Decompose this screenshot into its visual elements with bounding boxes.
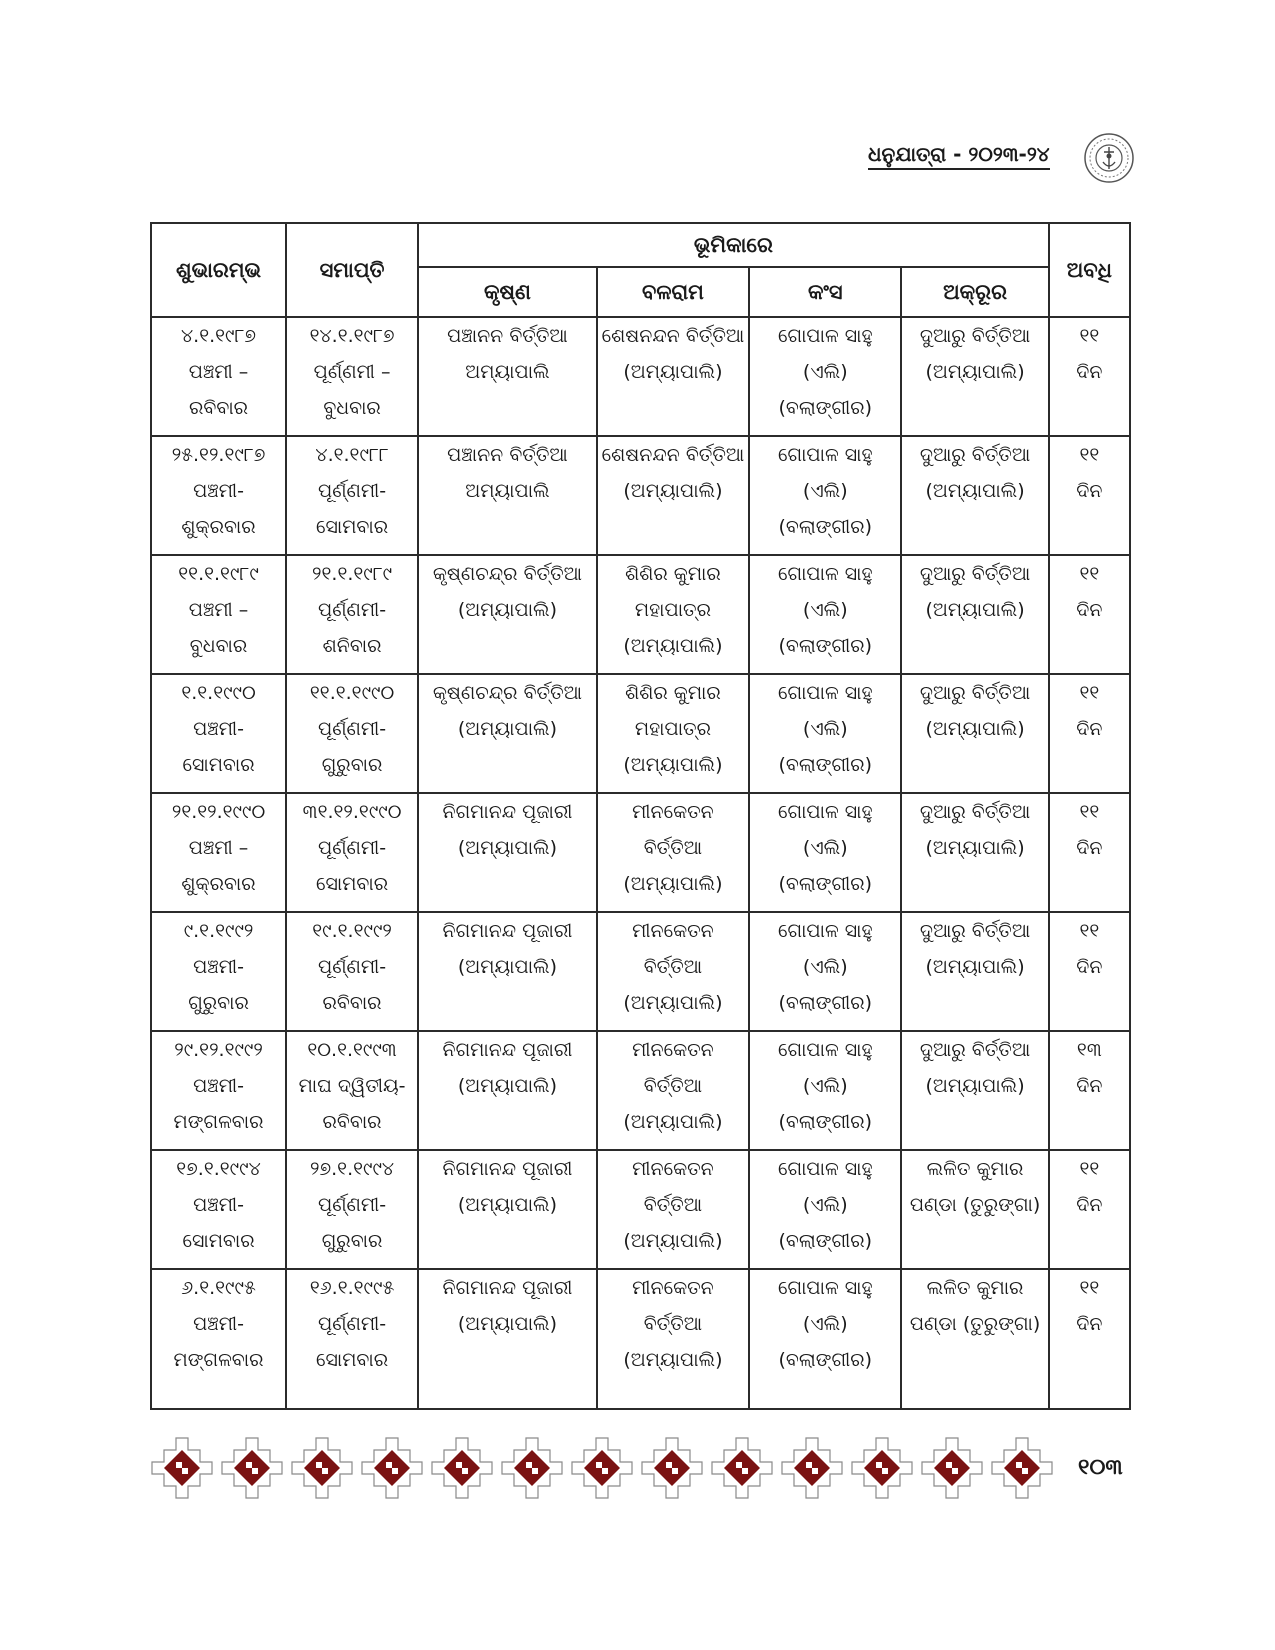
cell-line: ନିଗମାନନ୍ଦ ପୂଜାରୀ [442, 920, 573, 942]
cell-kansa [749, 912, 901, 1031]
cell-line: (ବଲାଙ୍ଗୀର) [778, 1349, 873, 1371]
header-end: ସମାପ୍ତି [286, 223, 418, 317]
cell-line: (ଅମ୍ୟାପାଲି) [623, 480, 723, 502]
cell-line: (ବଲାଙ୍ଗୀର) [778, 397, 873, 419]
cell-line: ମହାପାତ୍ର [634, 599, 712, 621]
cell-end [286, 1150, 418, 1269]
cell-line: ୬.୧.୧୯୯୫ [181, 1277, 256, 1299]
cell-start [151, 674, 286, 793]
cell-line: (ଏଲି) [802, 361, 848, 383]
cell-start [151, 436, 286, 555]
table-row [151, 1031, 1130, 1150]
cell-line: ଅମ୍ୟାପାଲି [465, 361, 550, 383]
cell-line: (ଅମ୍ୟାପାଲି) [457, 1075, 557, 1097]
cell-kansa [749, 1269, 901, 1409]
cell-line: ୨୧.୧.୧୯୮୯ [312, 563, 393, 585]
cell-line: ଦିନ [1076, 361, 1103, 383]
cell-akrura [901, 317, 1048, 436]
cross-diamond-motif-icon [572, 1438, 632, 1498]
header-role-balaram: ବଳରାମ [597, 267, 749, 317]
cell-line: ପୂର୍ଣ୍ଣମୀ- [317, 599, 387, 621]
cell-line: (ଅମ୍ୟାପାଲି) [925, 1075, 1025, 1097]
cell-line: (ଅମ୍ୟାପାଲି) [925, 480, 1025, 502]
cell-duration [1049, 1031, 1130, 1150]
cell-line: (ବଲାଙ୍ଗୀର) [778, 635, 873, 657]
cell-line: (ଅମ୍ୟାପାଲି) [925, 956, 1025, 978]
cell-line: ଦୁଆରୁ ବିର୍ତ୍ତିଆ [919, 325, 1031, 347]
cell-line: (ଏଲି) [802, 1313, 848, 1335]
cell-end [286, 793, 418, 912]
cell-line: ୧୭.୧.୧୯୯୪ [176, 1158, 261, 1180]
cell-start [151, 793, 286, 912]
cell-line: ସୋମବାର [315, 1349, 389, 1371]
cell-line: ନିଗମାନନ୍ଦ ପୂଜାରୀ [442, 1158, 573, 1180]
cell-line: ପଣ୍ଡା (ତୁରୁଙ୍ଗା) [909, 1313, 1041, 1335]
cell-line: ବିର୍ତ୍ତିଆ [643, 1075, 703, 1097]
table-row [151, 555, 1130, 674]
cell-line: ୩୧.୧୨.୧୯୯୦ [302, 801, 402, 823]
cell-balaram [597, 317, 749, 436]
performance-schedule-table [150, 222, 1131, 1410]
cell-line: ପଞ୍ଚମୀ- [193, 1194, 244, 1216]
cell-line: ଗୋପାଳ ସାହୁ [777, 1158, 873, 1180]
cell-kansa [749, 317, 901, 436]
cell-line: (ଏଲି) [802, 480, 848, 502]
cell-line: ୯.୧.୧୯୯୨ [183, 920, 254, 942]
header-duration: ଅବଧି [1049, 223, 1130, 317]
cell-line: ୧୧ [1079, 563, 1100, 585]
cell-line: ନିଗମାନନ୍ଦ ପୂଜାରୀ [442, 801, 573, 823]
cell-balaram [597, 436, 749, 555]
cell-line: (ଅମ୍ୟାପାଲି) [457, 599, 557, 621]
cell-end [286, 317, 418, 436]
cell-line: (ଏଲି) [802, 1075, 848, 1097]
cell-line: ୨୭.୧.୧୯୯୪ [310, 1158, 395, 1180]
header-role-akrura: ଅକ୍ରୂର [901, 267, 1048, 317]
cell-balaram [597, 912, 749, 1031]
cell-duration [1049, 436, 1130, 555]
cell-line: ବିର୍ତ୍ତିଆ [643, 1194, 703, 1216]
cell-line: (ବଲାଙ୍ଗୀର) [778, 1111, 873, 1133]
cell-duration [1049, 317, 1130, 436]
cell-line: ଦିନ [1076, 599, 1103, 621]
cross-diamond-motif-icon [292, 1438, 352, 1498]
cell-line: ପୂର୍ଣ୍ଣମୀ – [313, 361, 391, 383]
cell-line: ପୂର୍ଣ୍ଣମୀ- [317, 718, 387, 740]
cell-line: ପଞ୍ଚମୀ- [193, 1075, 244, 1097]
cell-krishna [418, 1031, 597, 1150]
header-role-krishna: କୃଷ୍ଣ [418, 267, 597, 317]
cell-line: କୃଷ୍ଣଚନ୍ଦ୍ର ବିର୍ତ୍ତିଆ [432, 563, 583, 585]
cell-line: ଦିନ [1076, 1075, 1103, 1097]
cell-line: ଦିନ [1076, 718, 1103, 740]
cell-line: (ଅମ୍ୟାପାଲି) [623, 1349, 723, 1371]
cell-line: ୧୧ [1079, 682, 1100, 704]
cell-line: ମାଘ ଦ୍ୱିତୀୟ- [298, 1075, 406, 1097]
cell-krishna [418, 1269, 597, 1409]
cell-line: ଗୁରୁବାର [188, 992, 249, 1014]
cell-line: ମୀନକେତନ [632, 1039, 714, 1061]
cell-end [286, 912, 418, 1031]
cell-line: ପଣ୍ଡା (ତୁରୁଙ୍ଗା) [909, 1194, 1041, 1216]
cross-diamond-motif-icon [712, 1438, 772, 1498]
table-row [151, 1269, 1130, 1409]
cell-line: ପଞ୍ଚାନନ ବିର୍ତ୍ତିଆ [447, 325, 568, 347]
cell-akrura [901, 1031, 1048, 1150]
cell-line: ଶେଷନନ୍ଦନ ବିର୍ତ୍ତିଆ [601, 444, 745, 466]
cell-end [286, 555, 418, 674]
cell-line: (ଅମ୍ୟାପାଲି) [623, 992, 723, 1014]
cross-diamond-motif-icon [152, 1438, 212, 1498]
cell-line: (ଅମ୍ୟାପାଲି) [623, 754, 723, 776]
cell-line: ଦିନ [1076, 480, 1103, 502]
cell-balaram [597, 1150, 749, 1269]
table-row [151, 674, 1130, 793]
cell-line: (ଅମ୍ୟାପାଲି) [457, 837, 557, 859]
cell-end [286, 1269, 418, 1409]
cell-krishna [418, 912, 597, 1031]
cell-start [151, 1150, 286, 1269]
cell-line: (ଅମ୍ୟାପାଲି) [623, 635, 723, 657]
cell-krishna [418, 1150, 597, 1269]
cell-line: ୧୧ [1079, 1277, 1100, 1299]
cross-diamond-motif-icon [222, 1438, 282, 1498]
cell-line: ୨୯.୧୨.୧୯୯୨ [174, 1039, 263, 1061]
table-row [151, 793, 1130, 912]
cell-line: (ଏଲି) [802, 1194, 848, 1216]
cell-line: ମଙ୍ଗଳବାର [173, 1111, 264, 1133]
cell-krishna [418, 555, 597, 674]
cell-line: ଶିଶିର କୁମାର [625, 563, 721, 585]
cell-line: ପଞ୍ଚମୀ- [193, 956, 244, 978]
cell-line: ପଞ୍ଚାନନ ବିର୍ତ୍ତିଆ [447, 444, 568, 466]
cell-line: ୧୧.୧.୧୯୯୦ [309, 682, 395, 704]
cell-line: (ଅମ୍ୟାପାଲି) [925, 361, 1025, 383]
cell-line: ବିର୍ତ୍ତିଆ [643, 956, 703, 978]
cell-line: (ଏଲି) [802, 599, 848, 621]
cell-duration [1049, 555, 1130, 674]
cell-line: ପଞ୍ଚମୀ- [193, 480, 244, 502]
cell-krishna [418, 793, 597, 912]
cell-line: ୧୧.୧.୧୯୮୯ [178, 563, 259, 585]
table-row [151, 1150, 1130, 1269]
cell-line: ରବିବାର [322, 1111, 382, 1133]
cell-kansa [749, 1150, 901, 1269]
cell-line: ପୂର୍ଣ୍ଣମୀ- [317, 1313, 387, 1335]
cell-line: (ଅମ୍ୟାପାଲି) [457, 1313, 557, 1335]
cell-start [151, 555, 286, 674]
cross-diamond-motif-icon [362, 1438, 422, 1498]
cell-line: ୧୧ [1079, 1158, 1100, 1180]
cell-duration [1049, 1150, 1130, 1269]
header-start: ଶୁଭାରମ୍ଭ [151, 223, 286, 317]
cell-line: ଦୁଆରୁ ବିର୍ତ୍ତିଆ [919, 444, 1031, 466]
cell-line: ଗୋପାଳ ସାହୁ [777, 1277, 873, 1299]
cell-line: ୧୪.୧.୧୯୮୭ [309, 325, 395, 347]
cell-line: (ବଲାଙ୍ଗୀର) [778, 754, 873, 776]
cell-line: (ଅମ୍ୟାପାଲି) [457, 1194, 557, 1216]
cell-line: ନିଗମାନନ୍ଦ ପୂଜାରୀ [442, 1277, 573, 1299]
cell-line: ପୂର୍ଣ୍ଣମୀ- [317, 837, 387, 859]
cell-duration [1049, 793, 1130, 912]
cell-line: ମୀନକେତନ [632, 1277, 714, 1299]
cell-line: ଦିନ [1076, 956, 1103, 978]
page-number: ୧୦୩ [1078, 1455, 1123, 1480]
cell-akrura [901, 555, 1048, 674]
running-head [868, 136, 1068, 172]
cell-balaram [597, 793, 749, 912]
cell-line: ବୁଧବାର [323, 397, 381, 419]
cell-line: (ବଲାଙ୍ଗୀର) [778, 873, 873, 895]
cell-krishna [418, 674, 597, 793]
cell-line: ୨୧.୧୨.୧୯୯୦ [171, 801, 266, 823]
cell-line: ମୀନକେତନ [632, 920, 714, 942]
cell-line: ଗୁରୁବାର [321, 754, 383, 776]
cell-kansa [749, 793, 901, 912]
cell-line: (ଅମ୍ୟାପାଲି) [457, 718, 557, 740]
cell-line: ଗୋପାଳ ସାହୁ [777, 325, 873, 347]
cell-line: ଗୋପାଳ ସାହୁ [777, 1039, 873, 1061]
cell-akrura [901, 912, 1048, 1031]
cell-akrura [901, 793, 1048, 912]
cell-kansa [749, 1031, 901, 1150]
cell-line: ଶେଷନନ୍ଦନ ବିର୍ତ୍ତିଆ [601, 325, 745, 347]
cell-line: ଶୁକ୍ରବାର [181, 873, 256, 895]
cell-line: ରବିବାର [322, 992, 382, 1014]
cell-line: ଶୁକ୍ରବାର [181, 516, 256, 538]
cell-line: ଦିନ [1076, 1194, 1103, 1216]
cell-line: ଗୋପାଳ ସାହୁ [777, 444, 873, 466]
cell-line: (ଅମ୍ୟାପାଲି) [925, 599, 1025, 621]
cell-end [286, 674, 418, 793]
cell-line: ପଞ୍ଚମୀ – [188, 837, 249, 859]
cell-line: ପୂର୍ଣ୍ଣମୀ- [317, 956, 387, 978]
cell-line: ଗୁରୁବାର [321, 1230, 383, 1252]
cell-line: ଲଳିତ କୁମାର [926, 1277, 1024, 1299]
cell-line: ୧୩ [1076, 1039, 1102, 1061]
cross-diamond-motif-icon [782, 1438, 842, 1498]
cell-duration [1049, 674, 1130, 793]
cell-line: ୧୧ [1079, 920, 1100, 942]
cell-line: (ବଲାଙ୍ଗୀର) [778, 1230, 873, 1252]
cross-diamond-motif-icon [502, 1438, 562, 1498]
cell-start [151, 1031, 286, 1150]
cell-line: ଲଳିତ କୁମାର [926, 1158, 1024, 1180]
cell-line: ଗୋପାଳ ସାହୁ [777, 563, 873, 585]
cell-kansa [749, 674, 901, 793]
header-roles-group: ଭୂମିକାରେ [418, 223, 1049, 267]
cell-line: ବିର୍ତ୍ତିଆ [643, 837, 703, 859]
cell-kansa [749, 436, 901, 555]
cell-line: ୧୬.୧.୧୯୯୫ [309, 1277, 395, 1299]
cell-end [286, 436, 418, 555]
cell-line: ଶିଶିର କୁମାର [625, 682, 721, 704]
cross-diamond-motif-icon [852, 1438, 912, 1498]
cell-line: ମୀନକେତନ [632, 801, 714, 823]
running-head-text: ଧନୁଯାତ୍ରା - ୨୦୨୩-୨୪ [868, 142, 1050, 170]
cell-line: (ଅମ୍ୟାପାଲି) [623, 1230, 723, 1252]
cell-line: ଗୋପାଳ ସାହୁ [777, 920, 873, 942]
cell-line: ୪.୧.୧୯୮୭ [181, 325, 257, 347]
cross-diamond-motif-icon [992, 1438, 1052, 1498]
cell-line: ଶନିବାର [322, 635, 382, 657]
cell-line: ସୋମବାର [315, 516, 389, 538]
cell-line: ୧୧ [1079, 325, 1100, 347]
table-row [151, 912, 1130, 1031]
cell-line: ନିଗମାନନ୍ଦ ପୂଜାରୀ [442, 1039, 573, 1061]
cell-line: ୧୧ [1079, 801, 1100, 823]
cell-line: (ଏଲି) [802, 718, 848, 740]
cell-line: (ଅମ୍ୟାପାଲି) [623, 361, 723, 383]
cell-line: କୃଷ୍ଣଚନ୍ଦ୍ର ବିର୍ତ୍ତିଆ [432, 682, 583, 704]
cell-line: ପଞ୍ଚମୀ – [188, 599, 249, 621]
cell-line: ୪.୧.୧୯୮୮ [315, 444, 389, 466]
cell-akrura [901, 1150, 1048, 1269]
cell-line: ଗୋପାଳ ସାହୁ [777, 801, 873, 823]
cell-kansa [749, 555, 901, 674]
cell-line: ୧୦.୧.୧୯୯୩ [307, 1039, 397, 1061]
cross-diamond-motif-icon [432, 1438, 492, 1498]
cell-krishna [418, 317, 597, 436]
cell-line: ପଞ୍ଚମୀ- [193, 718, 244, 740]
cell-line: ୨୫.୧୨.୧୯୮୭ [171, 444, 266, 466]
cell-line: ଗୋପାଳ ସାହୁ [777, 682, 873, 704]
cell-line: ଦିନ [1076, 1313, 1103, 1335]
cell-line: ସୋମବାର [182, 754, 255, 776]
cell-line: ବୁଧବାର [189, 635, 248, 657]
cell-line: ଦୁଆରୁ ବିର୍ତ୍ତିଆ [919, 1039, 1031, 1061]
circular-seal-icon [1083, 132, 1135, 184]
cell-line: ପଞ୍ଚମୀ – [188, 361, 249, 383]
cell-line: ୧.୧.୧୯୯୦ [181, 682, 256, 704]
cell-line: ଦୁଆରୁ ବିର୍ତ୍ତିଆ [919, 563, 1031, 585]
cell-end [286, 1031, 418, 1150]
cell-line: ପୂର୍ଣ୍ଣମୀ- [317, 1194, 387, 1216]
cell-line: ଦୁଆରୁ ବିର୍ତ୍ତିଆ [919, 801, 1031, 823]
cell-line: ସୋମବାର [315, 873, 389, 895]
table-row [151, 436, 1130, 555]
cell-line: (ଏଲି) [802, 956, 848, 978]
cell-line: (ଅମ୍ୟାପାଲି) [925, 718, 1025, 740]
decorative-border-strip [150, 1436, 1070, 1500]
cell-line: ପୂର୍ଣ୍ଣମୀ- [317, 480, 387, 502]
header-role-kansa: କଂସ [749, 267, 901, 317]
cell-duration [1049, 1269, 1130, 1409]
cell-line: ରବିବାର [189, 397, 249, 419]
cell-line: ସୋମବାର [182, 1230, 255, 1252]
cell-line: ମଙ୍ଗଳବାର [173, 1349, 264, 1371]
cell-akrura [901, 436, 1048, 555]
cell-line: (ଅମ୍ୟାପାଲି) [457, 956, 557, 978]
cross-diamond-motif-icon [642, 1438, 702, 1498]
cell-akrura [901, 1269, 1048, 1409]
cell-line: (ଅମ୍ୟାପାଲି) [623, 873, 723, 895]
cell-line: (ବଲାଙ୍ଗୀର) [778, 992, 873, 1014]
cell-line: ଅମ୍ୟାପାଲି [465, 480, 550, 502]
cell-balaram [597, 674, 749, 793]
cell-start [151, 317, 286, 436]
cell-line: ଦୁଆରୁ ବିର୍ତ୍ତିଆ [919, 682, 1031, 704]
table-row [151, 317, 1130, 436]
cell-duration [1049, 912, 1130, 1031]
cell-line: ୧୧ [1079, 444, 1100, 466]
cell-line: ୧୯.୧.୧୯୯୨ [312, 920, 392, 942]
cell-line: ବିର୍ତ୍ତିଆ [643, 1313, 703, 1335]
cell-akrura [901, 674, 1048, 793]
cell-line: (ଏଲି) [802, 837, 848, 859]
cell-line: (ଅମ୍ୟାପାଲି) [623, 1111, 723, 1133]
cell-line: ମହାପାତ୍ର [634, 718, 712, 740]
cell-balaram [597, 555, 749, 674]
cell-line: (ଅମ୍ୟାପାଲି) [925, 837, 1025, 859]
cell-start [151, 912, 286, 1031]
cell-start [151, 1269, 286, 1409]
cross-diamond-motif-icon [922, 1438, 982, 1498]
cell-line: ଦିନ [1076, 837, 1103, 859]
cell-krishna [418, 436, 597, 555]
cell-line: (ବଲାଙ୍ଗୀର) [778, 516, 873, 538]
cell-line: ମୀନକେତନ [632, 1158, 714, 1180]
cell-balaram [597, 1269, 749, 1409]
cell-line: ପଞ୍ଚମୀ- [193, 1313, 244, 1335]
cell-balaram [597, 1031, 749, 1150]
cell-line: ଦୁଆରୁ ବିର୍ତ୍ତିଆ [919, 920, 1031, 942]
